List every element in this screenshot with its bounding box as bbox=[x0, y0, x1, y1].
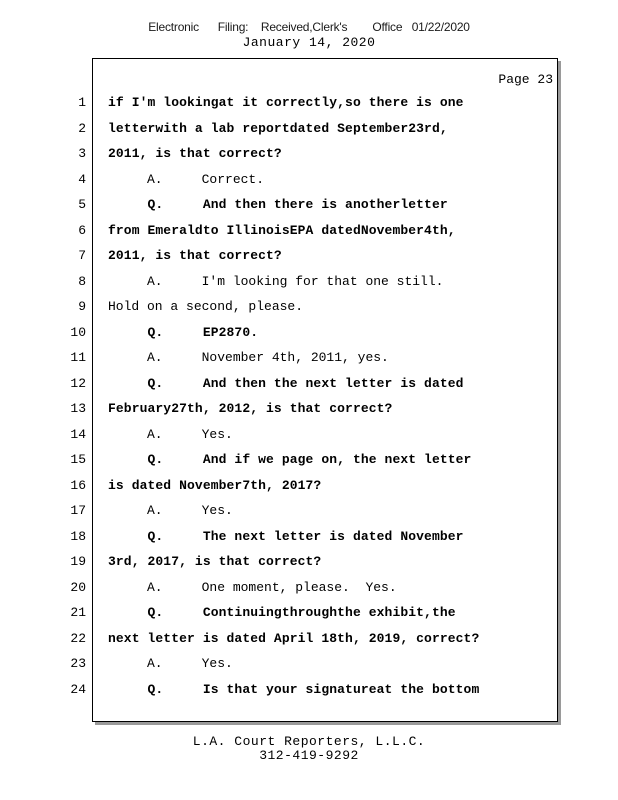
line-number: 20 bbox=[70, 580, 86, 595]
transcript-line: Q. EP2870. bbox=[108, 325, 259, 340]
page-number: Page 23 bbox=[498, 72, 553, 87]
line-number: 1 bbox=[78, 95, 86, 110]
transcript-line: A. Correct. bbox=[108, 172, 265, 187]
line-number: 5 bbox=[78, 197, 86, 212]
transcript-date: January 14, 2020 bbox=[242, 35, 376, 50]
transcript-line: is dated November7th, 2017? bbox=[108, 478, 322, 493]
transcript-line: 2011, is that correct? bbox=[108, 248, 282, 263]
transcript-line: Q. Is that your signatureat the bottom bbox=[108, 682, 480, 697]
transcript-line: from Emeraldto IllinoisEPA datedNovember4th, bbox=[108, 223, 456, 238]
transcript-line: Q. And if we page on, the next letter bbox=[108, 452, 472, 467]
transcript-line: A. November 4th, 2011, yes. bbox=[108, 350, 389, 365]
line-number: 6 bbox=[78, 223, 86, 238]
transcript-line: Q. And then the next letter is dated bbox=[108, 376, 464, 391]
line-number: 12 bbox=[70, 376, 86, 391]
filing-stamp: Electronic Filing: Received,Clerk's Office 01/22/2020 bbox=[148, 20, 470, 34]
transcript-line: A. I'm looking for that one still. bbox=[108, 274, 444, 289]
line-number: 7 bbox=[78, 248, 86, 263]
transcript-line: next letter is dated April 18th, 2019, correct? bbox=[108, 631, 480, 646]
line-number: 18 bbox=[70, 529, 86, 544]
line-number: 3 bbox=[78, 146, 86, 161]
line-number: 19 bbox=[70, 554, 86, 569]
transcript-line: Hold on a second, please. bbox=[108, 299, 304, 314]
line-number: 21 bbox=[70, 605, 86, 620]
transcript-line: Q. The next letter is dated November bbox=[108, 529, 464, 544]
transcript-line: 3rd, 2017, is that correct? bbox=[108, 554, 322, 569]
transcript-line: letterwith a lab reportdated September23rd, bbox=[108, 121, 448, 136]
line-number: 8 bbox=[78, 274, 86, 289]
line-number: 10 bbox=[70, 325, 86, 340]
transcript-line: 2011, is that correct? bbox=[108, 146, 282, 161]
line-number: 13 bbox=[70, 401, 86, 416]
line-number-column bbox=[0, 0, 86, 800]
line-number: 11 bbox=[70, 350, 86, 365]
transcript-line: A. Yes. bbox=[108, 656, 233, 671]
line-number: 24 bbox=[70, 682, 86, 697]
transcript-line: A. One moment, please. Yes. bbox=[108, 580, 397, 595]
transcript-line: A. Yes. bbox=[108, 503, 233, 518]
reporter-phone: 312-419-9292 bbox=[259, 748, 359, 763]
line-number: 14 bbox=[70, 427, 86, 442]
line-number: 4 bbox=[78, 172, 86, 187]
line-number: 23 bbox=[70, 656, 86, 671]
line-number: 16 bbox=[70, 478, 86, 493]
line-number: 22 bbox=[70, 631, 86, 646]
transcript-line: Q. Continuingthroughthe exhibit,the bbox=[108, 605, 456, 620]
reporter-name: L.A. Court Reporters, L.L.C. bbox=[192, 734, 426, 749]
transcript-line: if I'm lookingat it correctly,so there is one bbox=[108, 95, 464, 110]
line-number: 17 bbox=[70, 503, 86, 518]
line-number: 15 bbox=[70, 452, 86, 467]
transcript-line: A. Yes. bbox=[108, 427, 233, 442]
transcript-line: Q. And then there is anotherletter bbox=[108, 197, 448, 212]
line-number: 2 bbox=[78, 121, 86, 136]
line-number: 9 bbox=[78, 299, 86, 314]
transcript-line: February27th, 2012, is that correct? bbox=[108, 401, 393, 416]
